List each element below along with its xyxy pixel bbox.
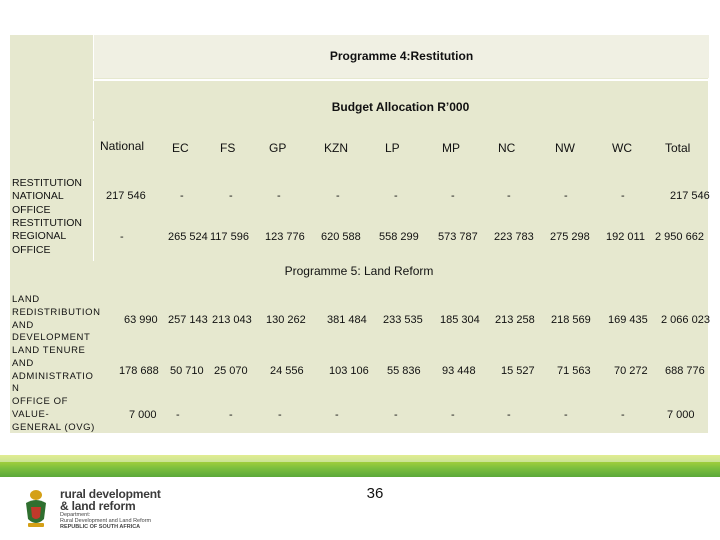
table-cell: - [278, 409, 282, 421]
table-cell: - [336, 190, 340, 202]
logo-text-line2: & land reform [60, 499, 136, 513]
table-cell: - [394, 190, 398, 202]
table-cell: 381 484 [327, 314, 367, 326]
col-header-ec: EC [172, 141, 189, 155]
row-label-restitution-regional: RESTITUTION REGIONAL OFFICE [12, 217, 82, 256]
table-cell: 123 776 [265, 231, 305, 243]
logo-subtext-3: REPUBLIC OF SOUTH AFRICA [60, 524, 141, 530]
table-cell: - [335, 409, 339, 421]
table-cell: 15 527 [501, 365, 535, 377]
table-cell: 185 304 [440, 314, 480, 326]
table-cell: - [621, 190, 625, 202]
table-cell: 7 000 [667, 409, 695, 421]
table-cell: - [394, 409, 398, 421]
programme-4-title: Programme 4:Restitution [93, 35, 709, 78]
table-cell: 620 588 [321, 231, 361, 243]
table-cell: - [176, 409, 180, 421]
table-cell: 192 011 [606, 231, 645, 243]
col-header-nc: NC [498, 141, 516, 155]
table-cell: 275 298 [550, 231, 590, 243]
col-header-total: Total [665, 141, 691, 155]
table-cell: 2 066 023 [661, 314, 710, 326]
column-divider [93, 121, 94, 261]
table-cell: 55 836 [387, 365, 421, 377]
table-cell: 688 776 [665, 365, 705, 377]
table-cell: 573 787 [438, 231, 478, 243]
table-cell: - [507, 409, 511, 421]
table-cell: 218 569 [551, 314, 591, 326]
table-cell: - [451, 190, 455, 202]
table-cell: 178 688 [119, 365, 159, 377]
table-cell: 2 950 662 [655, 231, 704, 243]
table-cell: 223 783 [494, 231, 534, 243]
header-divider [93, 35, 94, 119]
page-number: 36 [366, 485, 384, 502]
table-cell: 217 546 [670, 190, 710, 202]
table-cell: - [507, 190, 511, 202]
footer-green-bar [0, 455, 720, 477]
table-cell: - [451, 409, 455, 421]
table-cell: - [564, 190, 568, 202]
table-cell: 50 710 [170, 365, 204, 377]
row-label-ovg: OFFICE OF VALUE- GENERAL (OVG) [12, 396, 95, 433]
logo-text-line1: rural development [60, 487, 161, 501]
table-cell: 558 299 [379, 231, 419, 243]
programme-5-title: Programme 5: Land Reform [284, 264, 434, 278]
table-cell: 71 563 [557, 365, 591, 377]
col-header-nw: NW [555, 141, 575, 155]
table-cell: 70 272 [614, 365, 648, 377]
table-cell: 257 143 [168, 314, 208, 326]
logo-subtext-2: Rural Development and Land Reform [60, 518, 152, 524]
table-cell: 213 258 [495, 314, 535, 326]
logo-subtext-1: Department: [60, 512, 91, 518]
table-cell: - [120, 231, 124, 243]
col-header-gp: GP [269, 141, 287, 155]
table-cell: - [229, 409, 233, 421]
table-cell: - [564, 409, 568, 421]
table-cell: 213 043 [212, 314, 252, 326]
budget-allocation-subtitle: Budget Allocation R’000 [93, 79, 708, 121]
table-cell: 103 106 [329, 365, 369, 377]
table-cell: 25 070 [214, 365, 248, 377]
table-cell: - [621, 409, 625, 421]
row-label-restitution-national: RESTITUTION NATIONAL OFFICE [12, 177, 82, 216]
row-label-land-redistribution: LAND REDISTRIBUTION AND DEVELOPMENT [12, 294, 101, 344]
table-cell: 24 556 [270, 365, 304, 377]
col-header-mp: MP [442, 141, 460, 155]
table-cell: 233 535 [383, 314, 423, 326]
col-header-lp: LP [385, 141, 400, 155]
row-label-land-tenure: LAND TENURE AND ADMINISTRATIO N [12, 345, 94, 395]
table-cell: 93 448 [442, 365, 476, 377]
table-cell: 217 546 [106, 190, 146, 202]
table-cell: 265 524 [168, 231, 208, 243]
table-cell: - [180, 190, 184, 202]
table-cell: 63 990 [124, 314, 158, 326]
col-header-national: National [100, 139, 145, 153]
coat-of-arms-icon [22, 487, 50, 531]
col-header-fs: FS [220, 141, 236, 155]
table-cell: 130 262 [266, 314, 306, 326]
table-cell: 7 000 [129, 409, 157, 421]
col-header-wc: WC [612, 141, 632, 155]
table-cell: - [277, 190, 281, 202]
table-cell: - [229, 190, 233, 202]
table-cell: 117 596 [210, 231, 249, 243]
budget-table [10, 35, 708, 433]
col-header-kzn: KZN [324, 141, 348, 155]
table-cell: 169 435 [608, 314, 648, 326]
